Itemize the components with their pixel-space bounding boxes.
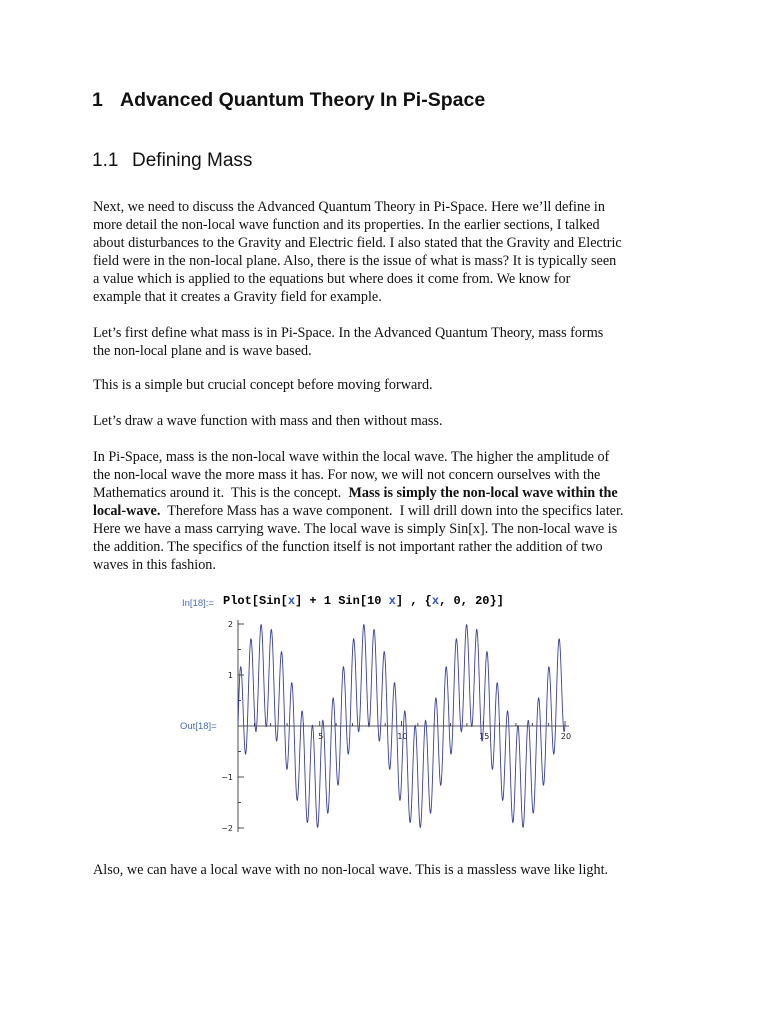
code-part: Plot[Sin[ <box>223 594 288 608</box>
x-tick-label: 20 <box>560 732 572 741</box>
output-label: Out[18]= <box>180 721 217 732</box>
text-line: waves in this fashion. <box>93 557 216 573</box>
text-line: This is a simple but crucial concept before moving forward. <box>93 377 433 393</box>
paragraph-define-mass <box>93 324 683 360</box>
y-tick-label: −2 <box>221 824 233 833</box>
code-variable: x <box>431 594 440 608</box>
section-number: 1 <box>92 89 103 111</box>
section-title: Advanced Quantum Theory In Pi-Space <box>120 89 486 111</box>
code-part: ] + 1 Sin[10 <box>295 594 389 608</box>
text-line: more detail the non-local wave function and its properties. In the earlier sections, I talked <box>93 217 600 233</box>
bold-text: Mass is simply the non-local wave within the <box>348 485 618 501</box>
subsection-title: Defining Mass <box>132 150 253 171</box>
paragraph-draw <box>93 412 683 430</box>
text-line: field were in the non-local plane. Also, there is the issue of what is mass? It is typically seen <box>93 253 617 269</box>
bold-text: local-wave. <box>93 503 161 519</box>
text-line <box>93 502 683 520</box>
text-span: Therefore Mass has a wave component. I will drill down into the specifics later. <box>160 503 624 519</box>
text-line: example that it creates a Gravity field for example. <box>93 289 382 305</box>
paragraph-massless <box>93 861 683 879</box>
text-line: the addition. The specifics of the function itself is not important rather the addition of two <box>93 539 603 555</box>
subsection-number: 1.1 <box>92 150 119 171</box>
paragraph-mass-wave <box>93 448 683 574</box>
subsection-heading <box>92 150 252 172</box>
text-line: Next, we need to discuss the Advanced Quantum Theory in Pi-Space. Here we’ll define in <box>93 199 605 215</box>
code-part: ] , { <box>395 594 432 608</box>
paragraph-intro <box>93 198 683 306</box>
paragraph-concept <box>93 376 683 394</box>
y-tick-label: 1 <box>227 671 233 680</box>
text-line: about disturbances to the Gravity and Electric field. I also stated that the Gravity and Electric <box>93 235 622 251</box>
text-span: Mathematics around it. This is the concept. <box>93 485 349 501</box>
x-tick-label: 5 <box>318 732 324 741</box>
code-variable: x <box>287 594 296 608</box>
y-tick-label: 2 <box>227 620 233 629</box>
text-line: a value which is applied to the equations but where does it come from. We know for <box>93 271 571 287</box>
x-tick-label: 15 <box>479 732 490 741</box>
wave-plot <box>176 590 596 840</box>
text-line: the non-local wave the more mass it has. For now, we will not concern ourselves with the <box>93 467 601 483</box>
text-line: Let’s draw a wave function with mass and then without mass. <box>93 413 443 429</box>
text-line: In Pi-Space, mass is the non-local wave within the local wave. The higher the amplitude of <box>93 449 610 465</box>
text-line <box>93 484 683 502</box>
text-line: Here we have a mass carrying wave. The local wave is simply Sin[x]. The non-local wave is <box>93 521 618 537</box>
text-line: Let’s first define what mass is in Pi-Space. In the Advanced Quantum Theory, mass forms <box>93 325 604 341</box>
section-heading <box>92 89 485 112</box>
mathematica-plot-figure <box>176 590 596 840</box>
input-label: In[18]:= <box>182 598 214 609</box>
y-tick-label: −1 <box>221 773 233 782</box>
text-line: Also, we can have a local wave with no non-local wave. This is a massless wave like light. <box>93 862 609 878</box>
x-tick-label: 10 <box>397 732 408 741</box>
text-line: the non-local plane and is wave based. <box>93 343 312 359</box>
code-part: , 0, 20}] <box>439 594 504 608</box>
code-variable: x <box>388 594 396 608</box>
